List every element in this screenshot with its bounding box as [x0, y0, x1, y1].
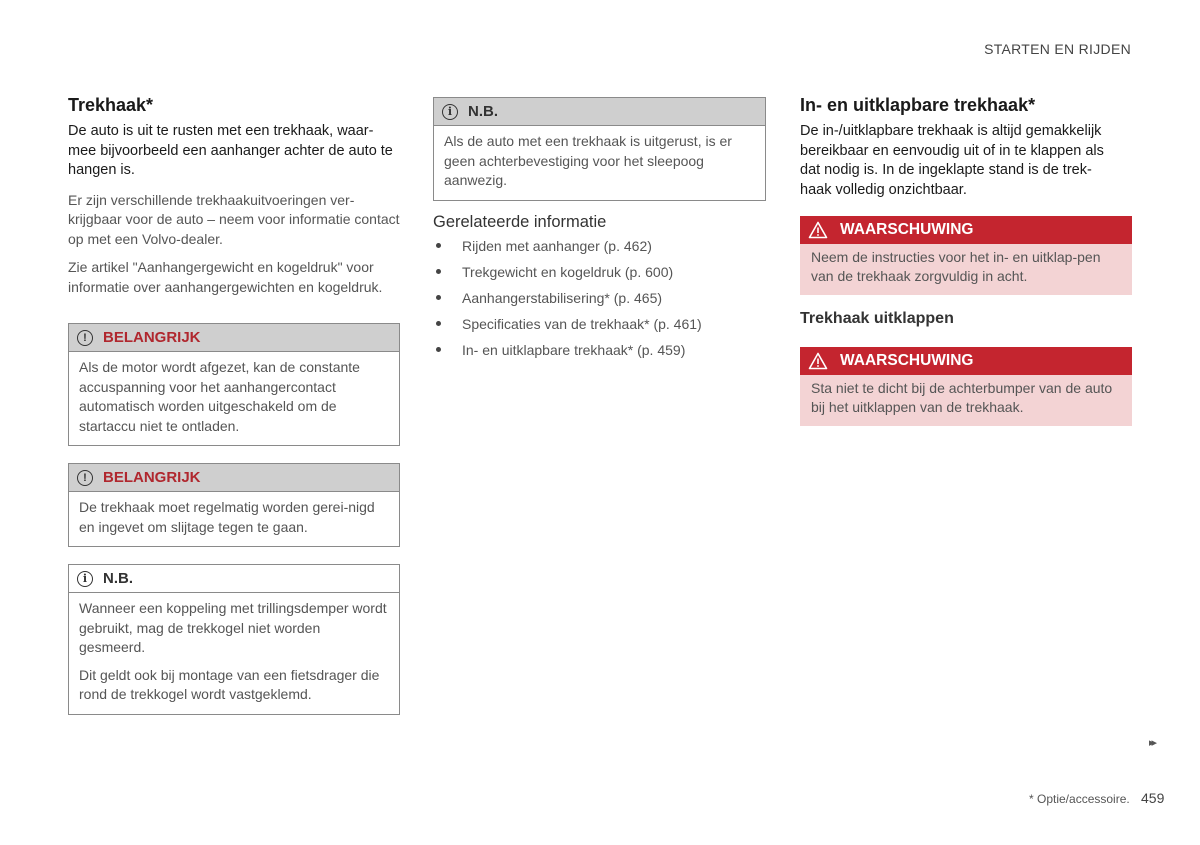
related-link-1[interactable]: Rijden met aanhanger (p. 462): [433, 236, 766, 262]
trekhaak-title: Trekhaak*: [68, 95, 154, 115]
exclamation-icon: !: [77, 330, 93, 346]
related-info-list: [433, 236, 766, 366]
continue-arrows-icon: ▸▸: [1149, 737, 1155, 749]
right-column: [800, 95, 1132, 426]
warning-triangle-icon: [808, 352, 828, 370]
related-link-4[interactable]: Specificaties van de trekhaak* (p. 461): [433, 314, 766, 340]
fold-out-subtitle: Trekhaak uitklappen: [800, 310, 954, 327]
note-label: N.B.: [468, 103, 498, 120]
warning-label: WAARSCHUWING: [840, 221, 974, 238]
important-box-1-text: Als de motor wordt afgezet, kan de constante accuspanning voor het aanhangercontact automatisch worden uitgeschakeld om de startaccu niet te ontladen.: [79, 359, 360, 434]
trekhaak-lead: De auto is uit te rusten met een trekhaak, waar-mee bijvoorbeeld een aanhanger achter de auto te hangen is.: [68, 123, 393, 178]
note-middle-text: Als de auto met een trekhaak is uitgerust, is er geen achterbevestiging voor het sleepoog aanwezig.: [444, 133, 732, 188]
warning-box-2-header: [800, 347, 1132, 375]
info-icon: i: [77, 571, 93, 587]
important-box-2: [68, 463, 400, 547]
warning-box-1-header: [800, 216, 1132, 244]
trekhaak-paragraph-1: Er zijn verschillende trekhaakuitvoeringen ver-krijgbaar voor de auto – neem voor informatie contact op met een Volvo-dealer.: [68, 191, 400, 247]
note-box-left-header: [69, 565, 399, 593]
warning-box-2: [800, 347, 1132, 426]
note-paragraph-1: Wanneer een koppeling met trillingsdemper wordt gebruikt, mag de trekkogel niet worden gesmeerd.: [79, 600, 387, 655]
middle-column: [433, 97, 766, 366]
info-icon: i: [442, 104, 458, 120]
note-box-left: [68, 564, 400, 715]
warning-box-1-text: Neem de instructies voor het in- en uitklap-pen van de trekhaak zorgvuldig in acht.: [811, 249, 1101, 284]
important-box-2-header: [69, 464, 399, 492]
page-number: 459: [1141, 790, 1165, 806]
related-link-5[interactable]: In- en uitklapbare trekhaak* (p. 459): [433, 340, 766, 366]
foldable-towbar-lead: De in-/uitklapbare trekhaak is altijd gemakkelijk bereikbaar en eenvoudig uit of in te klappen als dat nodig is. In de ingeklapte stand is de trek-haak volledig onzichtbaar.: [800, 123, 1104, 198]
warning-box-1: [800, 216, 1132, 295]
trekhaak-paragraph-2: Zie artikel "Aanhangergewicht en kogeldruk" voor informatie over aanhangergewichten en kogeldruk.: [68, 259, 383, 295]
exclamation-icon: !: [77, 470, 93, 486]
important-box-1-header: [69, 324, 399, 352]
note-paragraph-2: Dit geldt ook bij montage van een fietsdrager die rond de trekkogel wordt vastgeklemd.: [79, 666, 380, 702]
warning-box-2-text: Sta niet te dicht bij de achterbumper van de auto bij het uitklappen van de trekhaak.: [811, 380, 1113, 415]
note-label: N.B.: [103, 570, 133, 587]
warning-label: WAARSCHUWING: [840, 352, 974, 369]
important-box-1: [68, 323, 400, 446]
note-box-middle-header: [434, 98, 765, 126]
important-box-2-text: De trekhaak moet regelmatig worden gerei-nigd en ingevet om slijtage tegen te gaan.: [79, 499, 375, 535]
footer-note: * Optie/accessoire.: [1029, 792, 1130, 806]
note-box-middle: [433, 97, 766, 201]
foldable-towbar-title: In- en uitklapbare trekhaak*: [800, 95, 1036, 115]
related-info-title: Gerelateerde informatie: [433, 212, 607, 231]
important-label: BELANGRIJK: [103, 329, 201, 346]
related-link-3[interactable]: Aanhangerstabilisering* (p. 465): [433, 288, 766, 314]
warning-triangle-icon: [808, 221, 828, 239]
section-header: STARTEN EN RIJDEN: [984, 41, 1131, 57]
important-label: BELANGRIJK: [103, 469, 201, 486]
related-link-2[interactable]: Trekgewicht en kogeldruk (p. 600): [433, 262, 766, 288]
left-column: [68, 95, 400, 715]
